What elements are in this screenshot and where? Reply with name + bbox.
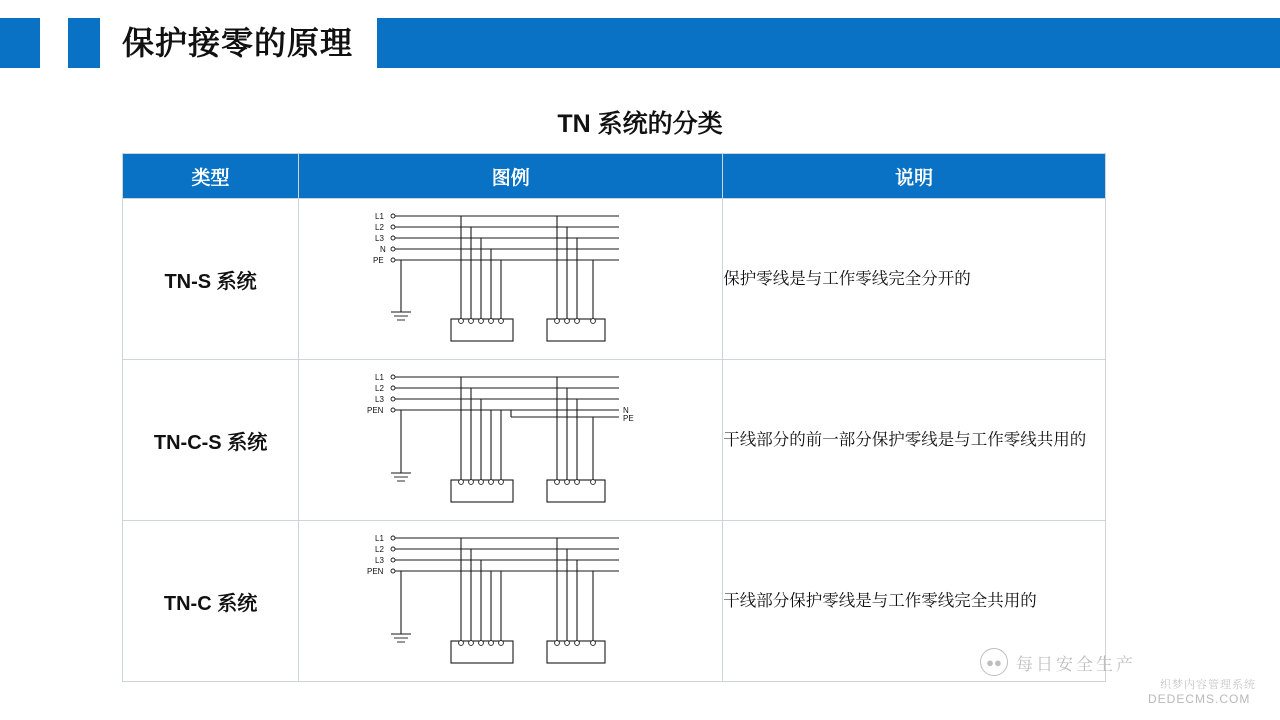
figure-label-pen: PEN — [366, 406, 384, 415]
column-header-type: 类型 — [123, 154, 299, 199]
figure-label-l2: L2 — [374, 384, 384, 393]
site-watermark: DEDECMS.COM — [1148, 692, 1251, 706]
tn-c-s-diagram — [299, 365, 722, 515]
row-description: 保护零线是与工作零线完全分开的 — [723, 199, 1106, 360]
figure-label-l2: L2 — [374, 223, 384, 232]
wechat-icon: ●● — [980, 648, 1008, 676]
figure-label-pen: PEN — [366, 567, 384, 576]
figure-label-n: N — [379, 245, 386, 254]
table-header-row — [123, 154, 1106, 199]
tn-s-svg — [361, 204, 661, 354]
section-title: TN 系统的分类 — [557, 110, 723, 138]
row-figure-cell — [299, 521, 723, 682]
figure-label-l3: L3 — [374, 234, 384, 243]
figure-label-l2: L2 — [374, 545, 384, 554]
figure-label-l1: L1 — [374, 212, 384, 221]
row-figure-cell — [299, 360, 723, 521]
header-accent-tab — [68, 18, 82, 68]
row-type-label: TN-C-S 系统 — [123, 360, 299, 521]
wechat-watermark — [980, 648, 1136, 676]
wechat-watermark-text: 每日安全生产 — [1016, 654, 1136, 674]
table-head — [123, 154, 1106, 199]
page-title: 保护接零的原理 — [122, 25, 354, 61]
table-body — [123, 199, 1106, 682]
tn-c-s-svg — [361, 365, 661, 515]
tn-systems-table — [122, 153, 1106, 682]
column-header-description: 说明 — [723, 154, 1106, 199]
site-watermark-cn: 织梦内容管理系统 — [1160, 679, 1256, 691]
row-description: 干线部分的前一部分保护零线是与工作零线共用的 — [723, 360, 1106, 521]
figure-label-pe: PE — [622, 414, 634, 423]
figure-label-l3: L3 — [374, 556, 384, 565]
figure-label-l3: L3 — [374, 395, 384, 404]
row-type-label: TN-S 系统 — [123, 199, 299, 360]
figure-label-n: N — [622, 406, 629, 415]
figure-label-l1: L1 — [374, 534, 384, 543]
row-description: 干线部分保护零线是与工作零线完全共用的 — [723, 521, 1106, 682]
figure-label-pe: PE — [372, 256, 384, 265]
tn-s-diagram — [299, 204, 722, 354]
page-header — [0, 18, 1280, 68]
table-row — [123, 360, 1106, 521]
tn-c-diagram — [299, 526, 722, 676]
tn-c-svg — [361, 526, 661, 676]
row-figure-cell — [299, 199, 723, 360]
figure-label-l1: L1 — [374, 373, 384, 382]
table-row — [123, 199, 1106, 360]
row-type-label: TN-C 系统 — [123, 521, 299, 682]
header-title-box — [100, 18, 377, 68]
column-header-figure: 图例 — [299, 154, 723, 199]
table-row — [123, 521, 1106, 682]
